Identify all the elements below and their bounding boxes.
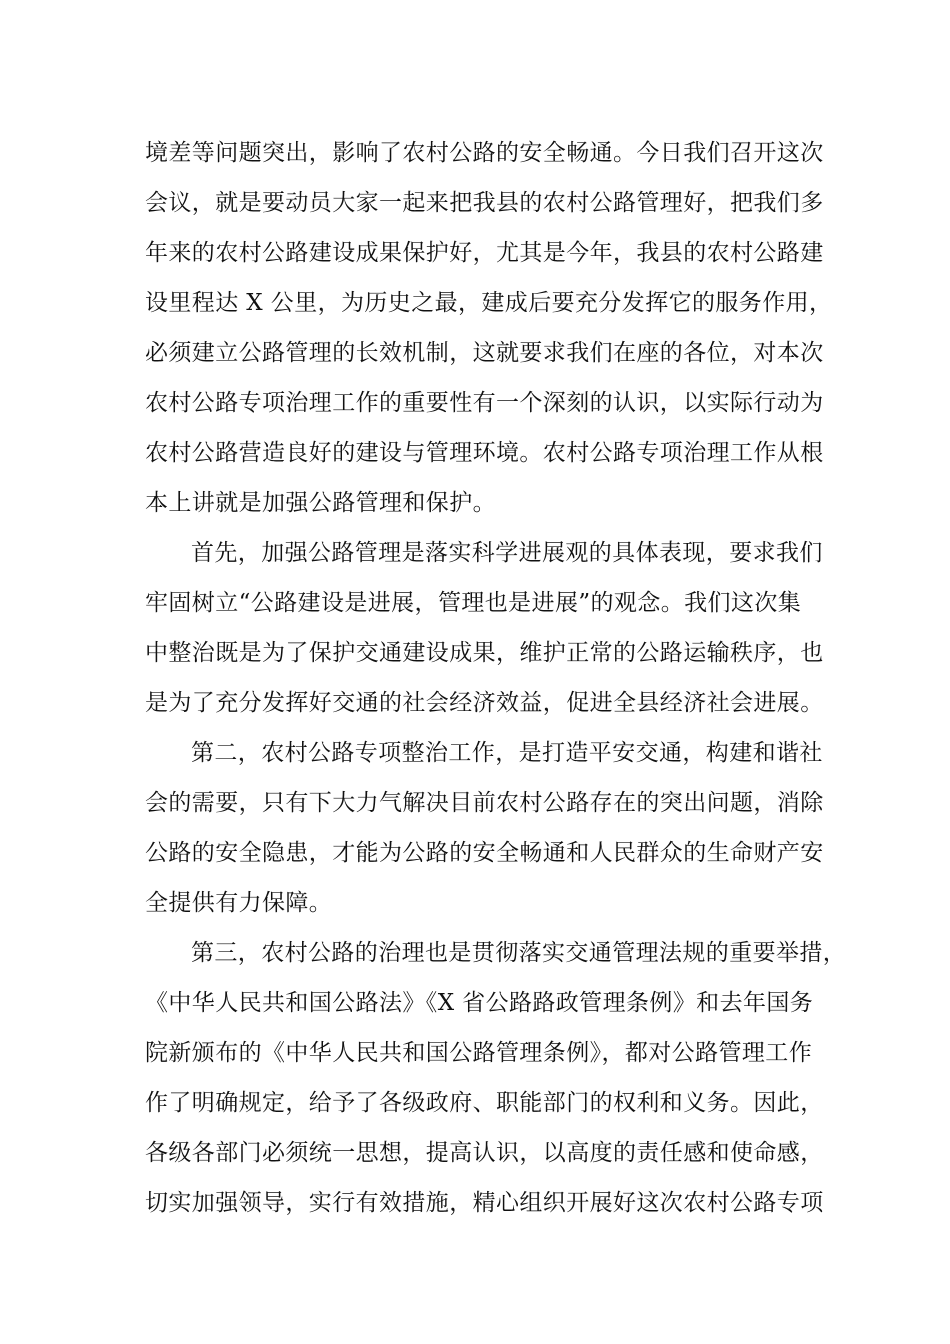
text-line: 牢固树立“公路建设是进展，管理也是进展”的观念。我们这次集	[145, 590, 802, 616]
text-line: 会议，就是要动员大家一起来把我县的农村公路管理好，把我们多	[145, 190, 824, 216]
text-line: 全提供有力保障。	[145, 890, 333, 916]
text-line: 本上讲就是加强公路管理和保护。	[145, 490, 496, 516]
text-line: 中整治既是为了保护交通建设成果，维护正常的公路运输秩序，也	[145, 640, 824, 666]
text-line: 农村公路营造良好的建设与管理环境。农村公路专项治理工作从根	[145, 440, 824, 466]
paragraph-1	[145, 128, 835, 528]
text-line: 必须建立公路管理的长效机制，这就要求我们在座的各位，对本次	[145, 340, 824, 366]
document-body	[145, 128, 847, 1228]
text-line: 第二，农村公路专项整治工作，是打造平安交通，构建和谐社	[191, 740, 823, 766]
text-line: 公路的安全隐患，才能为公路的安全畅通和人民群众的生命财产安	[145, 840, 824, 866]
paragraph-3	[145, 728, 835, 928]
text-line: 《中华人民共和国公路法》《X 省公路路政管理条例》和去年国务	[145, 990, 814, 1016]
text-line: 切实加强领导，实行有效措施，精心组织开展好这次农村公路专项	[145, 1190, 824, 1216]
text-line: 会的需要，只有下大力气解决目前农村公路存在的突出问题，消除	[145, 790, 824, 816]
text-line: 院新颁布的《中华人民共和国公路管理条例》，都对公路管理工作	[145, 1040, 813, 1066]
paragraph-2	[145, 528, 835, 728]
text-line: 各级各部门必须统一思想，提高认识，以高度的责任感和使命感，	[145, 1140, 824, 1166]
paragraph-4	[145, 928, 847, 1228]
text-line: 是为了充分发挥好交通的社会经济效益，促进全县经济社会进展。	[145, 690, 824, 716]
text-line: 作了明确规定，给予了各级政府、职能部门的权利和义务。因此，	[145, 1090, 824, 1116]
text-line: 农村公路专项治理工作的重要性有一个深刻的认识，以实际行动为	[145, 390, 824, 416]
text-line: 首先，加强公路管理是落实科学进展观的具体表现，要求我们	[191, 540, 823, 566]
text-line: 设里程达 X 公里，为历史之最，建成后要充分发挥它的服务作用，	[145, 290, 833, 316]
text-line: 年来的农村公路建设成果保护好，尤其是今年，我县的农村公路建	[145, 240, 824, 266]
text-line: 境差等问题突出，影响了农村公路的安全畅通。今日我们召开这次	[145, 140, 824, 166]
text-line: 第三，农村公路的治理也是贯彻落实交通管理法规的重要举措，	[191, 940, 847, 966]
